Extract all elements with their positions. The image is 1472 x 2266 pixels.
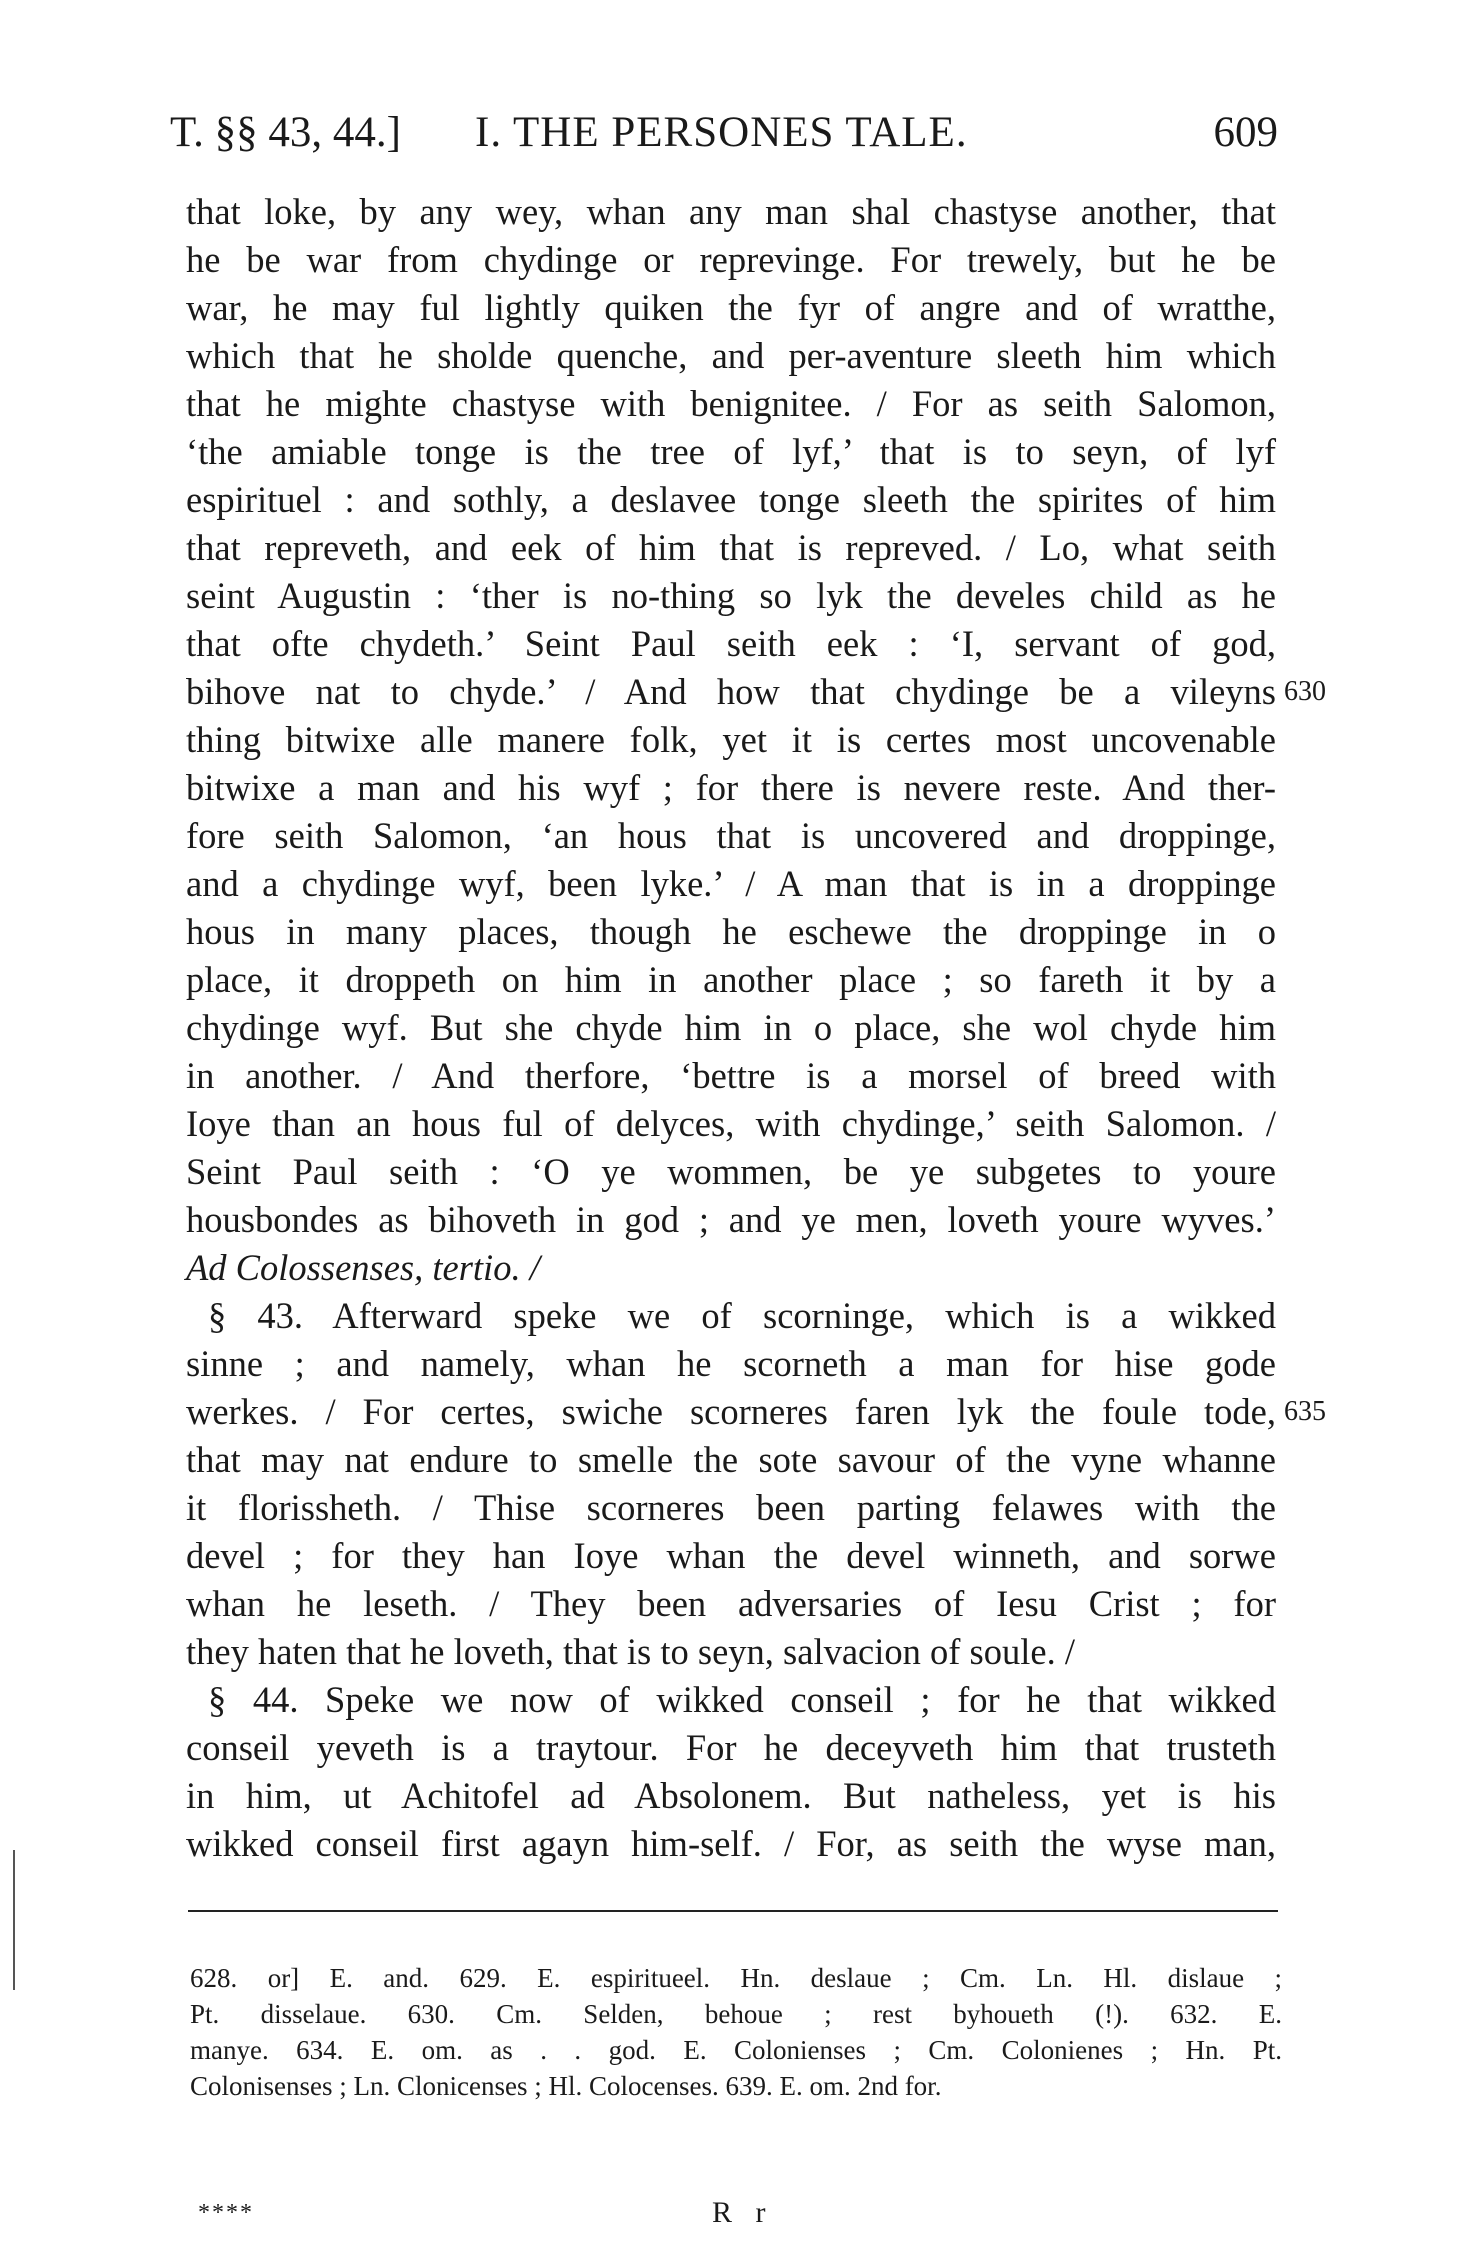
footnote-line: 628. or] E. and. 629. E. espiritueel. Hn. deslaue ; Cm. Ln. Hl. dislaue ; <box>190 1963 1282 1993</box>
text-line: place, it droppeth on him in another place ; so fareth it by a <box>186 959 1276 1000</box>
text-line: that may nat endure to smelle the sote savour of the vyne whanne <box>186 1439 1276 1480</box>
text-line: in him, ut Achitofel ad Absolonem. But natheless, yet is his <box>186 1775 1276 1816</box>
footnote-rule <box>188 1910 1278 1912</box>
text-line: chydinge wyf. But she chyde him in o place, she wol chyde him <box>186 1007 1276 1048</box>
page-number: 609 <box>1213 109 1278 156</box>
text-line: and a chydinge wyf, been lyke.’ / A man that is in a droppinge <box>186 863 1276 904</box>
signature-mark: R r <box>712 2196 774 2229</box>
text-line: hous in many places, though he eschewe the droppinge in o <box>186 911 1276 952</box>
text-line: that loke, by any wey, whan any man shal chastyse another, that <box>186 191 1276 232</box>
running-head <box>170 108 1278 168</box>
text-line: they haten that he loveth, that is to seyn, salvacion of soule. / <box>186 1631 1075 1672</box>
body-text <box>186 188 1326 1868</box>
text-line: that repreveth, and eek of him that is repreved. / Lo, what seith <box>186 527 1276 568</box>
text-line: he be war from chydinge or reprevinge. For trewely, but he be <box>186 239 1276 280</box>
text-line: bihove nat to chyde.’ / And how that chydinge be a vileyns <box>186 671 1276 712</box>
text-line: that ofte chydeth.’ Seint Paul seith eek : ‘I, servant of god, <box>186 623 1276 664</box>
section-43-start: § 43. Afterward speke we of scorninge, which is a wikked <box>208 1295 1276 1336</box>
text-line: that he mighte chastyse with benignitee. / For as seith Salomon, <box>186 383 1276 424</box>
text-line: war, he may ful lightly quiken the fyr of angre and of wratthe, <box>186 287 1276 328</box>
text-line: bitwixe a man and his wyf ; for there is nevere reste. And ther- <box>186 767 1276 808</box>
footnote-line: Pt. disselaue. 630. Cm. Selden, behoue ; rest byhoueth (!). 632. E. <box>190 1999 1282 2029</box>
text-line: devel ; for they han Ioye whan the devel winneth, and sorwe <box>186 1535 1276 1576</box>
text-line: fore seith Salomon, ‘an hous that is uncovered and droppinge, <box>186 815 1276 856</box>
running-head-title: I. THE PERSONES TALE. <box>475 109 968 156</box>
line-with-number <box>186 1388 1326 1436</box>
text-line: sinne ; and namely, whan he scorneth a man for hise gode <box>186 1343 1276 1384</box>
signature-stars: **** <box>198 2200 254 2226</box>
text-line: which that he sholde quenche, and per-aventure sleeth him which <box>186 335 1276 376</box>
text-line: conseil yeveth is a traytour. For he deceyveth him that trusteth <box>186 1727 1276 1768</box>
citation-line: Ad Colossenses, tertio. / <box>186 1247 540 1288</box>
text-line: whan he leseth. / They been adversaries of Iesu Crist ; for <box>186 1583 1276 1624</box>
text-line: seint Augustin : ‘ther is no-thing so lyk the develes child as he <box>186 575 1276 616</box>
text-line: thing bitwixe alle manere folk, yet it is certes most uncovenable <box>186 719 1276 760</box>
text-line: espirituel : and sothly, a deslavee tonge sleeth the spirites of him <box>186 479 1276 520</box>
text-line: werkes. / For certes, swiche scorneres faren lyk the foule tode, <box>186 1391 1276 1432</box>
margin-mark <box>13 1850 15 1990</box>
text-line: it florissheth. / Thise scorneres been parting felawes with the <box>186 1487 1276 1528</box>
section-44-start: § 44. Speke we now of wikked conseil ; for he that wikked <box>208 1679 1276 1720</box>
line-number: 635 <box>1284 1396 1326 1427</box>
line-number: 630 <box>1284 676 1326 707</box>
running-head-left: T. §§ 43, 44.] <box>170 109 401 156</box>
text-line: housbondes as bihoveth in god ; and ye men, loveth youre wyves.’ <box>186 1199 1276 1240</box>
text-line: in another. / And therfore, ‘bettre is a morsel of breed with <box>186 1055 1276 1096</box>
footnotes <box>190 1960 1282 2104</box>
text-line: wikked conseil first agayn him-self. / For, as seith the wyse man, <box>186 1823 1276 1864</box>
text-line: ‘the amiable tonge is the tree of lyf,’ that is to seyn, of lyf <box>186 431 1276 472</box>
footnote-line: manye. 634. E. om. as . . god. E. Colonienses ; Cm. Colonienes ; Hn. Pt. <box>190 2035 1282 2065</box>
text-line: Seint Paul seith : ‘O ye wommen, be ye subgetes to youre <box>186 1151 1276 1192</box>
line-with-number <box>186 668 1326 716</box>
text-line: Ioye than an hous ful of delyces, with chydinge,’ seith Salomon. / <box>186 1103 1276 1144</box>
footnote-line: Colonisenses ; Ln. Clonicenses ; Hl. Colocenses. 639. E. om. 2nd for. <box>190 2071 942 2101</box>
